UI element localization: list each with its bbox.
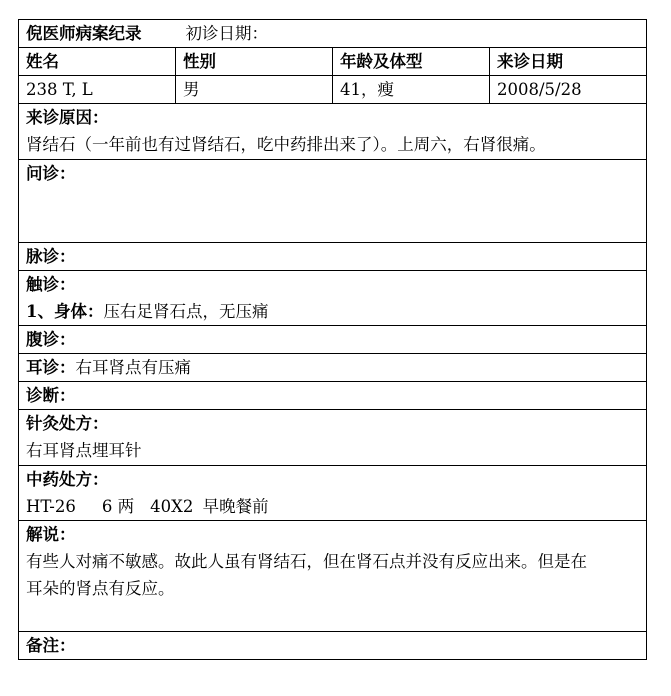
inquiry-cell	[19, 160, 647, 243]
ear-cell	[19, 354, 647, 382]
diagnosis-cell	[19, 382, 647, 410]
herbal-row	[19, 466, 647, 521]
patient-age-build: 41，瘦	[333, 76, 490, 104]
remarks-cell	[19, 632, 647, 660]
column-header-visit-date: 来诊日期	[490, 48, 647, 76]
palpation-cell	[19, 271, 647, 326]
pulse-cell	[19, 243, 647, 271]
medical-record-document	[18, 19, 646, 660]
acupuncture-cell	[19, 410, 647, 466]
column-header-age-build: 年龄及体型	[333, 48, 490, 76]
title-cell	[19, 20, 647, 48]
patient-visit-date: 2008/5/28	[490, 76, 647, 104]
explanation-row	[19, 521, 647, 632]
abdominal-cell	[19, 326, 647, 354]
column-header-sex: 性别	[176, 48, 333, 76]
diagnosis-label: 诊断：	[26, 386, 76, 405]
herbal-timing: 早晚餐前	[202, 497, 269, 516]
record-title: 倪医师病案纪录	[26, 24, 142, 43]
pulse-label: 脉诊：	[26, 247, 76, 266]
inquiry-row	[19, 160, 647, 243]
explanation-cell	[19, 521, 647, 632]
ear-row	[19, 354, 647, 382]
visit-reason-text: 肾结石（一年前也有过肾结石，吃中药排出来了）。上周六，右肾很痛。	[26, 135, 546, 154]
acupuncture-text: 右耳肾点埋耳针	[26, 441, 142, 460]
explanation-label: 解说：	[26, 525, 76, 544]
acupuncture-label: 针灸处方：	[26, 414, 109, 433]
herbal-dose: 40X2	[150, 497, 194, 516]
ear-text: 右耳肾点有压痛	[75, 358, 191, 377]
abdominal-label: 腹诊：	[26, 330, 76, 349]
column-header-name: 姓名	[19, 48, 176, 76]
patient-sex: 男	[176, 76, 333, 104]
palpation-label: 触诊：	[26, 275, 76, 294]
medical-record-table	[18, 19, 647, 660]
acupuncture-row	[19, 410, 647, 466]
diagnosis-row	[19, 382, 647, 410]
ear-label: 耳诊：	[26, 358, 76, 377]
patient-header-row	[19, 48, 647, 76]
herbal-amount: 6 两	[101, 497, 135, 516]
first-visit-date-label: 初诊日期：	[185, 24, 268, 43]
patient-name: 238 T, L	[19, 76, 176, 104]
patient-values-row	[19, 76, 647, 104]
inquiry-label: 问诊：	[26, 164, 76, 183]
visit-reason-cell	[19, 104, 647, 160]
explanation-line-1: 有些人对痛不敏感。故此人虽有肾结石，但在肾石点并没有反应出来。但是在	[26, 552, 587, 571]
remarks-row	[19, 632, 647, 660]
herbal-label: 中药处方：	[26, 470, 109, 489]
palpation-item	[26, 298, 646, 325]
palpation-item-text: 压右足肾石点，无压痛	[103, 302, 269, 321]
visit-reason-label: 来诊原因：	[26, 108, 109, 127]
herbal-code: HT-26	[26, 497, 76, 516]
palpation-row	[19, 271, 647, 326]
visit-reason-row	[19, 104, 647, 160]
herbal-prescription	[26, 493, 646, 520]
herbal-cell	[19, 466, 647, 521]
title-row	[19, 20, 647, 48]
palpation-item-label: 1、身体：	[26, 302, 104, 321]
pulse-row	[19, 243, 647, 271]
explanation-line-2: 耳朵的肾点有反应。	[26, 579, 175, 598]
remarks-label: 备注：	[26, 636, 76, 655]
abdominal-row	[19, 326, 647, 354]
